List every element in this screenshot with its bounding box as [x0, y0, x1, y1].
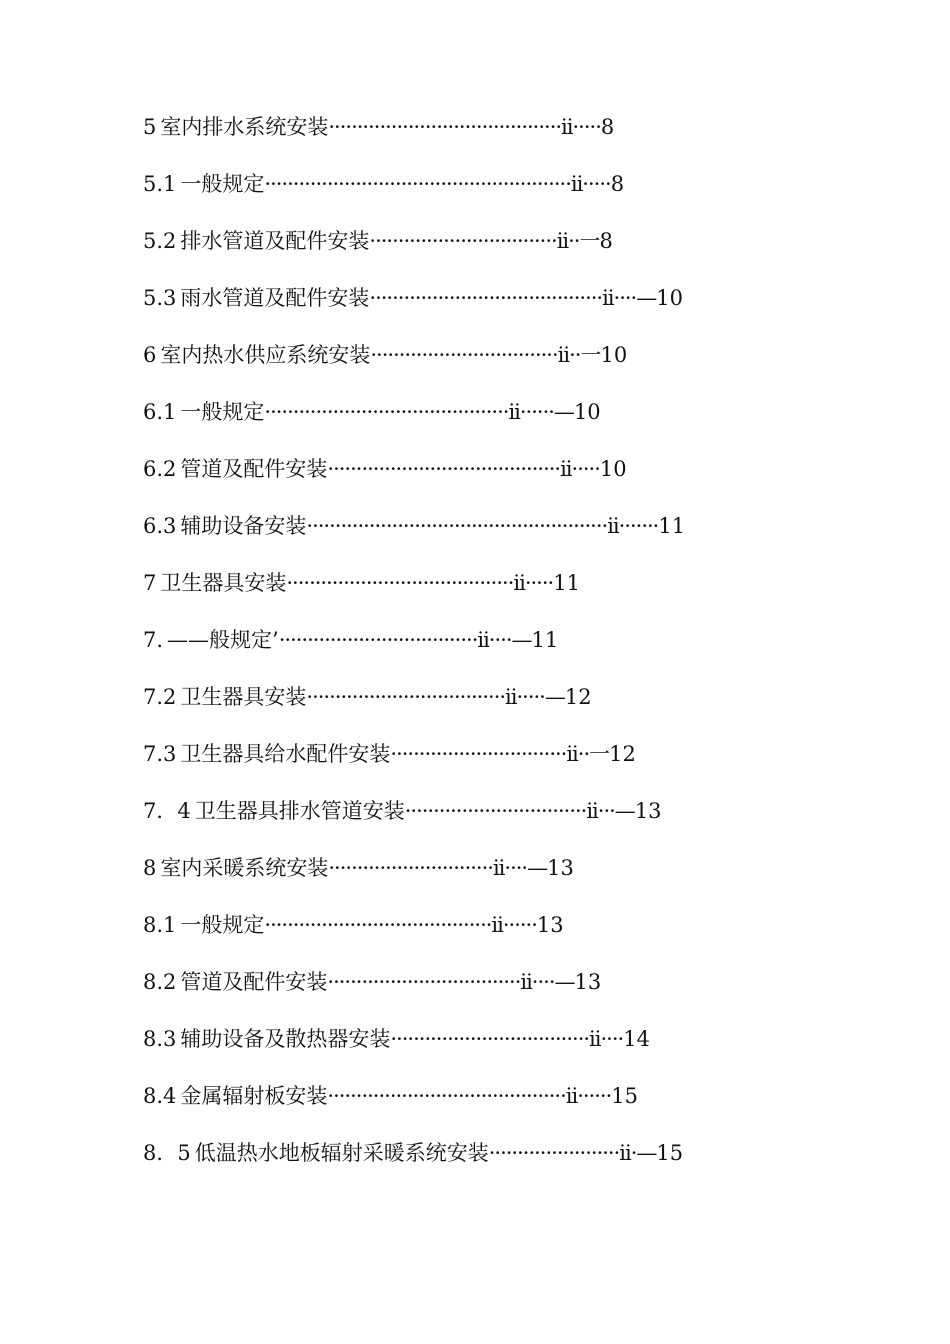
toc-entry-title: 管道及配件安装 [180, 970, 328, 994]
toc-entry-title: 低温热水地板辐射采暖系统安装 [194, 1141, 489, 1165]
toc-entry-title: 辅助设备安装 [180, 514, 307, 538]
toc-entry-page: 15 [611, 1084, 638, 1108]
toc-leader-dots: ·······················ii·— [488, 1141, 657, 1165]
toc-entry-number: 8．5 [143, 1141, 191, 1165]
toc-entry [143, 454, 627, 484]
toc-entry-page: 12 [564, 685, 592, 709]
toc-entry [143, 226, 613, 256]
toc-entry-title: 卫生器具排水管道安装 [194, 799, 405, 823]
toc-entry [143, 796, 662, 826]
toc-entry-title: 一般规定 [180, 400, 265, 424]
toc-entry-number: 7.2 [143, 685, 177, 709]
toc-leader-dots: ·····························ii····— [328, 856, 548, 880]
toc-leader-dots: ···········································ii······— [264, 400, 574, 424]
toc-entry-title: ——般规定’ [167, 628, 279, 652]
toc-entry [143, 682, 592, 712]
toc-entry-page: 13 [547, 856, 574, 880]
toc-entry-title: 室内采暖系统安装 [160, 856, 329, 880]
toc-leader-dots: ········································ii····· [286, 571, 554, 595]
toc-entry-page: 10 [600, 343, 628, 367]
toc-entry [143, 511, 685, 541]
toc-entry-number: 8 [143, 856, 157, 880]
toc-entry-number: 5.1 [143, 172, 177, 196]
toc-leader-dots: ······················································ii····· [264, 172, 611, 196]
toc-entry-number: 7 [143, 571, 157, 595]
toc-entry [143, 397, 601, 427]
toc-entry [143, 340, 627, 370]
toc-entry-title: 一般规定 [180, 913, 265, 937]
toc-leader-dots: ·································ii··一 [369, 229, 600, 253]
toc-entry-number: 8.1 [143, 913, 177, 937]
toc-entry-number: 5.3 [143, 286, 177, 310]
toc-entry-title: 卫生器具给水配件安装 [180, 742, 391, 766]
toc-leader-dots: ································ii···— [404, 799, 635, 823]
toc-entry-page: 8 [599, 229, 613, 253]
toc-leader-dots: ···································ii···· [390, 1027, 624, 1051]
toc-leader-dots: ···································ii····— [278, 628, 532, 652]
toc-entry-title: 辅助设备及散热器安装 [180, 1027, 391, 1051]
toc-entry-page: 8 [600, 115, 615, 139]
toc-entry-number: 7．4 [143, 799, 191, 823]
toc-entry-title: 一般规定 [180, 172, 265, 196]
toc-entry-title: 排水管道及配件安装 [180, 229, 370, 253]
toc-entry-title: 卫生器具安装 [180, 685, 307, 709]
toc-entry-number: 8.2 [143, 970, 177, 994]
toc-entry-number: 7.3 [143, 742, 177, 766]
toc-entry [143, 1081, 638, 1111]
toc-entry-number: 5 [143, 115, 157, 139]
toc-entry-number: 7. [143, 628, 164, 652]
toc-entry-number: 6.2 [143, 457, 177, 481]
toc-entry-number: 6.3 [143, 514, 177, 538]
toc-entry-number: 8.4 [143, 1084, 177, 1108]
toc-leader-dots: ···································ii·····— [306, 685, 565, 709]
toc-leader-dots: ········································ii······ [264, 913, 537, 937]
toc-entry-page: 11 [531, 628, 559, 652]
toc-entry-title: 室内排水系统安装 [160, 115, 329, 139]
toc-entry-page: 13 [536, 913, 564, 937]
toc-entry [143, 853, 574, 883]
toc-entry [143, 967, 601, 997]
toc-entry-number: 6 [143, 343, 157, 367]
toc-entry-page: 10 [656, 286, 683, 310]
toc-leader-dots: ·······························ii··一 [390, 742, 610, 766]
toc-entry-page: 11 [658, 514, 686, 538]
toc-entry [143, 1138, 683, 1168]
toc-entry [143, 625, 558, 655]
toc-leader-dots: ·································ii··一 [370, 343, 601, 367]
toc-entry-title: 管道及配件安装 [180, 457, 328, 481]
toc-entry [143, 283, 683, 313]
toc-entry-page: 12 [609, 742, 636, 766]
toc-entry-page: 10 [573, 400, 601, 424]
toc-leader-dots: ·····················································ii······· [306, 514, 659, 538]
toc-leader-dots: ·········································ii····— [369, 286, 657, 310]
toc-entry-page: 13 [574, 970, 602, 994]
toc-entry-title: 卫生器具安装 [160, 571, 287, 595]
toc-entry-page: 8 [610, 172, 625, 196]
toc-entry [143, 169, 624, 199]
toc-entry-page: 11 [553, 571, 580, 595]
toc-entry [143, 568, 580, 598]
toc-entry-page: 13 [634, 799, 662, 823]
toc-entry-number: 8.3 [143, 1027, 177, 1051]
toc-entry [143, 112, 614, 142]
toc-entry [143, 910, 564, 940]
toc-leader-dots: ··································ii····— [327, 970, 575, 994]
toc-entry [143, 739, 636, 769]
toc-entry-number: 6.1 [143, 400, 177, 424]
toc-entry-title: 雨水管道及配件安装 [180, 286, 370, 310]
toc-entry [143, 1024, 650, 1054]
toc-entry-number: 5.2 [143, 229, 177, 253]
toc-entry-title: 金属辐射板安装 [180, 1084, 328, 1108]
toc-entry-title: 室内热水供应系统安装 [160, 343, 371, 367]
toc-leader-dots: ·········································ii····· [328, 115, 601, 139]
toc-entry-page: 14 [623, 1027, 650, 1051]
toc-entry-page: 10 [599, 457, 627, 481]
toc-leader-dots: ·········································ii····· [327, 457, 600, 481]
toc-leader-dots: ··········································ii······ [327, 1084, 612, 1108]
toc-entry-page: 15 [656, 1141, 684, 1165]
